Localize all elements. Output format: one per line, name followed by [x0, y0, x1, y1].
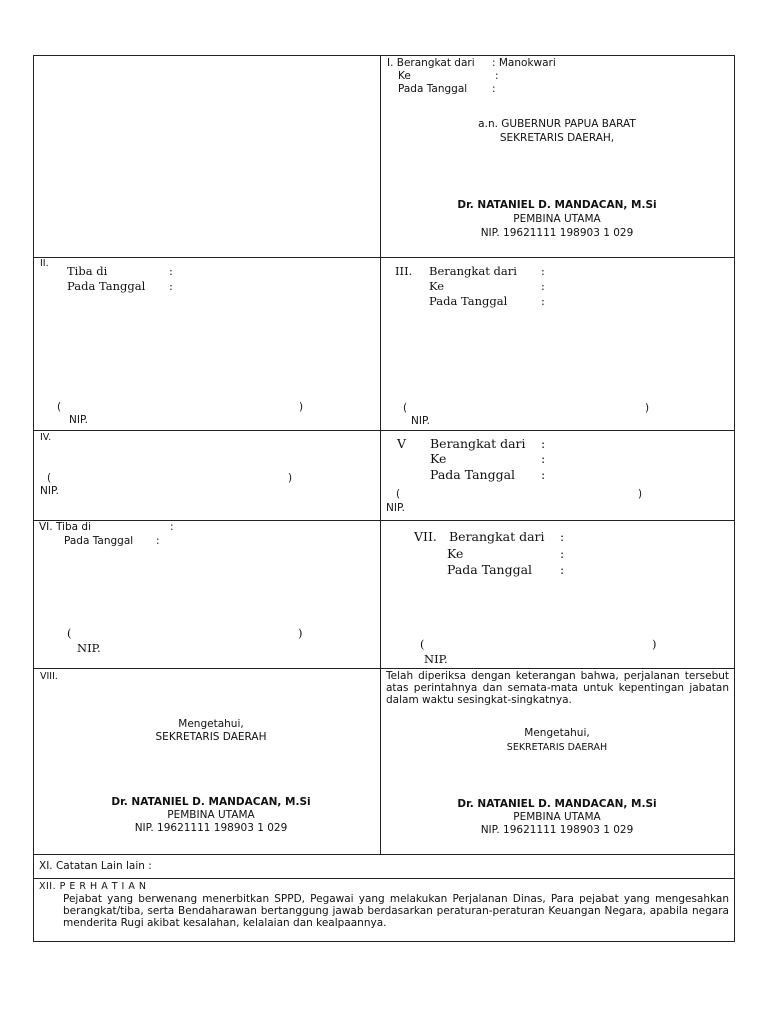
s2-nip: NIP.: [69, 414, 88, 426]
s7-tanggal-label: Pada Tanggal: [447, 562, 533, 577]
s3-ke-label: Ke: [429, 279, 445, 293]
s7-nip: NIP.: [424, 652, 448, 666]
s1-berangkat-label: I. Berangkat dari: [387, 57, 475, 69]
s3-tanggal-sep: :: [541, 294, 545, 308]
s8-signatory-nip: NIP. 19621111 198903 1 029: [134, 822, 288, 834]
s8-signatory-name: Dr. NATANIEL D. MANDACAN, M.Si: [111, 796, 311, 808]
s2-tanggal-label: Pada Tanggal: [67, 279, 146, 293]
s4-nip: NIP.: [40, 485, 59, 497]
s8r-signatory-rank: PEMBINA UTAMA: [513, 811, 601, 823]
s1-berangkat-value: : Manokwari: [492, 57, 556, 69]
s5-ke-sep: :: [541, 451, 546, 466]
s2-tiba-label: Tiba di: [67, 264, 108, 278]
s6-tiba-sep: :: [170, 521, 174, 533]
s3-number: III.: [395, 264, 413, 278]
s6-paren-open: (: [67, 626, 72, 640]
s5-nip: NIP.: [386, 502, 405, 514]
s3-berangkat-label: Berangkat dari: [429, 264, 517, 278]
s7-ke-sep: :: [560, 546, 565, 561]
row-divider: [34, 430, 734, 431]
s5-number: V: [397, 436, 407, 451]
s2-paren-close: ): [299, 401, 304, 413]
s1-role: SEKRETARIS DAERAH,: [499, 132, 615, 144]
s3-ke-sep: :: [541, 279, 545, 293]
s8r-signatory-name: Dr. NATANIEL D. MANDACAN, M.Si: [457, 798, 657, 810]
s1-signatory-rank: PEMBINA UTAMA: [513, 213, 601, 225]
s1-ke-sep: :: [495, 70, 499, 82]
s3-nip: NIP.: [411, 415, 430, 427]
s1-signatory-name: Dr. NATANIEL D. MANDACAN, M.Si: [457, 199, 657, 211]
row-divider: [34, 520, 734, 521]
s8-mengetahui: Mengetahui,: [178, 718, 244, 730]
s5-tanggal-sep: :: [541, 467, 546, 482]
s4-paren-close: ): [288, 472, 293, 484]
s7-paren-open: (: [420, 637, 425, 651]
s6-nip: NIP.: [77, 641, 101, 655]
row-divider: [34, 257, 734, 258]
row-divider: [34, 878, 734, 879]
s8-role: SEKRETARIS DAERAH: [155, 731, 267, 743]
s6-tiba-label: VI. Tiba di: [39, 521, 91, 533]
s1-signatory-nip: NIP. 19621111 198903 1 029: [480, 227, 634, 239]
s2-number: II.: [40, 258, 49, 269]
s3-tanggal-label: Pada Tanggal: [429, 294, 508, 308]
s7-tanggal-sep: :: [560, 562, 565, 577]
s7-berangkat-label: Berangkat dari: [449, 529, 545, 544]
row-divider: [34, 668, 734, 669]
s6-tanggal-sep: :: [156, 535, 160, 547]
s8r-statement: Telah diperiksa dengan keterangan bahwa, perjalanan tersebut atas perintahnya dan semata-mata untuk kepentingan jabatan dalam waktu sesingkat-singkatnya.: [386, 670, 729, 706]
s5-tanggal-label: Pada Tanggal: [430, 467, 516, 482]
s1-an-line: a.n. GUBERNUR PAPUA BARAT: [478, 118, 636, 130]
row-divider: [34, 854, 734, 855]
s7-paren-close: ): [652, 637, 657, 651]
s5-berangkat-sep: :: [541, 436, 546, 451]
s7-number: VII.: [414, 529, 437, 544]
s7-berangkat-sep: :: [560, 529, 565, 544]
s5-paren-close: ): [638, 488, 643, 500]
s1-ke-label: Ke: [398, 70, 411, 82]
s6-tanggal-label: Pada Tanggal: [64, 535, 134, 547]
s8r-signatory-nip: NIP. 19621111 198903 1 029: [480, 824, 634, 836]
s3-berangkat-sep: :: [541, 264, 545, 278]
s4-number: IV.: [40, 432, 52, 443]
s8r-role: SEKRETARIS DAERAH: [506, 742, 608, 753]
s12-body: Pejabat yang berwenang menerbitkan SPPD, Pegawai yang melakukan Perjalanan Dinas, Para pejabat yang mengesahkan berangkat/tiba, serta Bendaharawan bertanggung jawab berdasarkan peraturan-peraturan Keuangan Negara, apabila negara menderita Rugi akibat kesalahan, kelalaian dan kealpaannya.: [63, 893, 729, 929]
s2-paren-open: (: [57, 401, 62, 413]
s2-tiba-sep: :: [169, 264, 173, 278]
s2-tanggal-sep: :: [169, 279, 173, 293]
s1-tanggal-sep: :: [492, 83, 496, 95]
s6-paren-close: ): [298, 626, 303, 640]
s3-paren-open: (: [403, 402, 408, 414]
s5-paren-open: (: [396, 488, 401, 500]
s11-catatan-label: XI. Catatan Lain lain :: [39, 860, 152, 872]
sppd-form-back-page: [33, 55, 735, 942]
s5-ke-label: Ke: [430, 451, 447, 466]
s4-paren-open: (: [47, 472, 52, 484]
s3-paren-close: ): [645, 402, 650, 414]
s12-title: XII. P E R H A T I A N: [39, 881, 147, 892]
s1-tanggal-label: Pada Tanggal: [398, 83, 468, 95]
s7-ke-label: Ke: [447, 546, 464, 561]
s8r-mengetahui: Mengetahui,: [524, 727, 590, 739]
s8-number: VIII.: [40, 671, 58, 682]
s8-signatory-rank: PEMBINA UTAMA: [167, 809, 255, 821]
s5-berangkat-label: Berangkat dari: [430, 436, 526, 451]
